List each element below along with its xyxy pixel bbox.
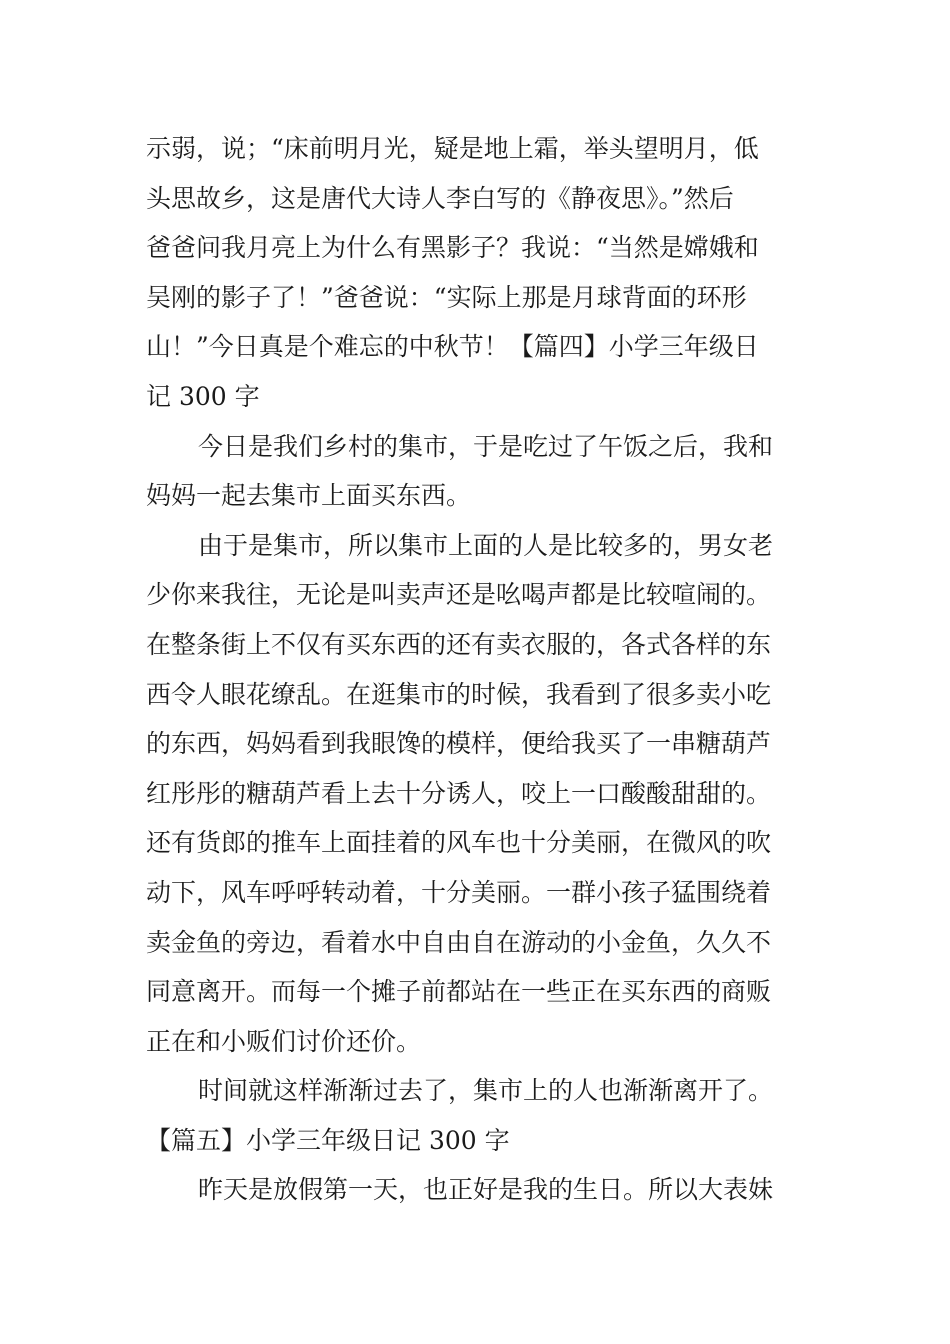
text-line: 在整条街上不仅有买东西的还有卖衣服的，各式各样的东	[146, 629, 772, 659]
paragraph-start-line: 时间就这样渐渐过去了，集市上的人也渐渐离开了。	[198, 1076, 774, 1106]
paragraph-start-line: 今日是我们乡村的集市，于是吃过了午饭之后，我和	[198, 431, 774, 461]
text-line: 头思故乡，这是唐代大诗人李白写的《静夜思》。”然后	[146, 183, 734, 213]
text-line: 吴刚的影子了！”爸爸说：“实际上那是月球背面的环形	[146, 282, 747, 312]
text-line: 卖金鱼的旁边，看着水中自由自在游动的小金鱼，久久不	[146, 927, 772, 957]
paragraph-start-line: 昨天是放假第一天，也正好是我的生日。所以大表妹	[198, 1175, 774, 1205]
text-line: 正在和小贩们讨价还价。	[146, 1026, 422, 1056]
text-line: 记 300 字	[146, 381, 260, 411]
section-heading-line: 【篇五】小学三年级日记 300 字	[146, 1125, 510, 1155]
text-line: 爸爸问我月亮上为什么有黑影子？我说：“当然是嫦娥和	[146, 233, 759, 263]
text-line: 红彤彤的糖葫芦看上去十分诱人，咬上一口酸酸甜甜的。	[146, 778, 772, 808]
text-line: 示弱，说；“床前明月光，疑是地上霜，举头望明月，低	[146, 134, 759, 163]
text-line: 还有货郎的推车上面挂着的风车也十分美丽，在微风的吹	[146, 828, 772, 858]
text-line: 同意离开。而每一个摊子前都站在一些正在买东西的商贩	[146, 977, 772, 1007]
text-line: 西令人眼花缭乱。在逛集市的时候，我看到了很多卖小吃	[146, 679, 772, 709]
paragraph-start-line: 由于是集市，所以集市上面的人是比较多的，男女老	[198, 530, 774, 560]
text-line: 妈妈一起去集市上面买东西。	[146, 481, 472, 511]
text-line: 山！”今日真是个难忘的中秋节！【篇四】小学三年级日	[146, 332, 759, 362]
text-line: 的东西，妈妈看到我眼馋的模样，便给我买了一串糖葫芦	[146, 729, 772, 759]
text-line: 动下，风车呼呼转动着，十分美丽。一群小孩子猛围绕着	[146, 877, 772, 907]
document-body	[146, 124, 818, 1215]
text-line: 少你来我往，无论是叫卖声还是吆喝声都是比较喧闹的。	[146, 580, 772, 610]
